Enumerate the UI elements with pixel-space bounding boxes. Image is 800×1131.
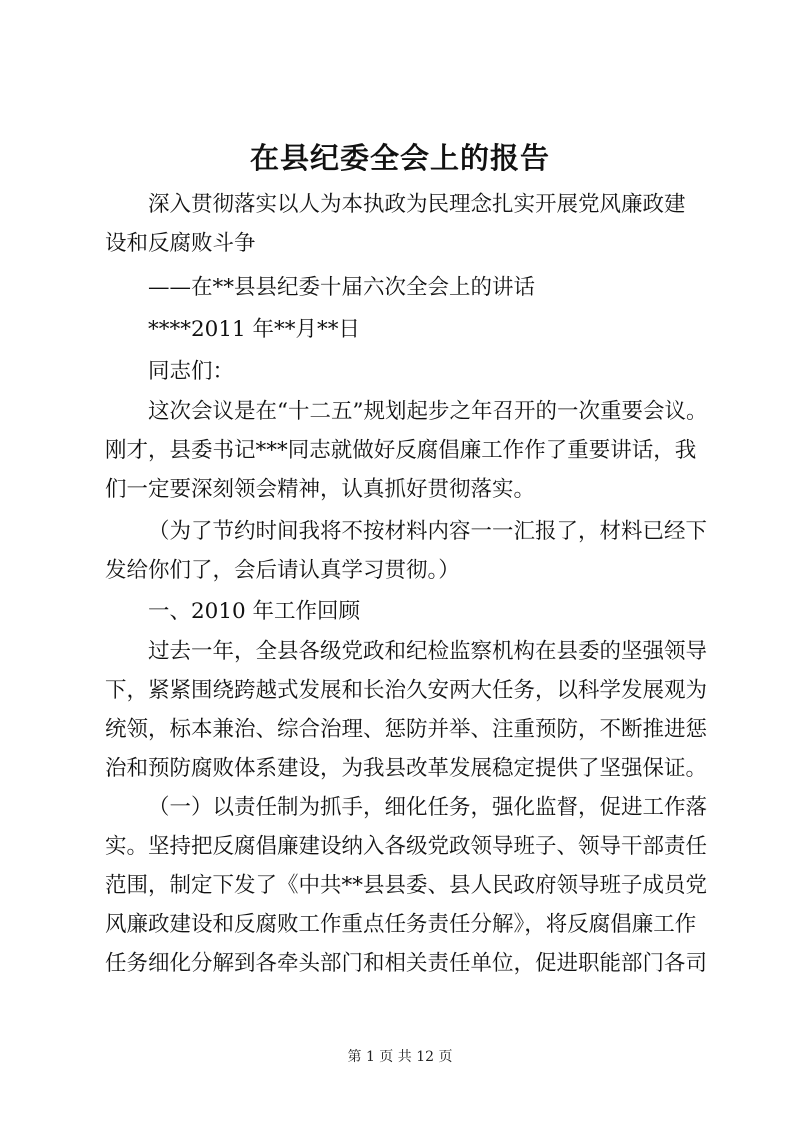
speech-line: ——在**县县纪委十届六次全会上的讲话	[148, 275, 536, 300]
salutation: 同志们：	[148, 359, 235, 384]
paragraph-4-line-3: 范围，制定下发了《中共**县县委、县人民政府领导班子成员党	[105, 873, 708, 898]
document-title: 在县纪委全会上的报告	[249, 141, 550, 175]
paragraph-2-line-2: 发给你们了，会后请认真学习贯彻。）	[105, 558, 460, 583]
paragraph-4-line-5: 任务细化分解到各牵头部门和相关责任单位，促进职能部门各司	[105, 951, 708, 976]
subtitle-paragraph	[105, 185, 701, 263]
section-1-heading-block	[105, 592, 701, 631]
paragraph-1-line-1: 这次会议是在“十二五”规划起步之年召开的一次重要会议。	[148, 399, 708, 424]
paragraph-4-line-1: （一）以责任制为抓手，细化任务，强化监督，促进工作落	[148, 795, 708, 820]
page-indicator: 第 1 页 共 12 页	[347, 1049, 453, 1065]
date-line: ****2011 年**月**日	[148, 317, 361, 342]
paragraph-2	[105, 512, 708, 590]
speech-info	[105, 268, 701, 307]
section-1-heading: 一、2010 年工作回顾	[148, 599, 361, 624]
paragraph-4-line-4: 风廉政建设和反腐败工作重点任务责任分解》，将反腐倡廉工作	[105, 912, 697, 937]
subtitle-line-2: 设和反腐败斗争	[105, 231, 256, 256]
paragraph-3-line-4: 治和预防腐败体系建设，为我县改革发展稳定提供了坚强保证。	[105, 756, 708, 781]
paragraph-1-line-3: 们一定要深刻领会精神，认真抓好贯彻落实。	[105, 477, 536, 502]
paragraph-4	[105, 788, 708, 983]
paragraph-4-line-2: 实。坚持把反腐倡廉建设纳入各级党政领导班子、领导干部责任	[105, 834, 708, 859]
page-footer	[0, 1047, 800, 1067]
paragraph-3	[105, 632, 708, 788]
paragraph-3-line-2: 下，紧紧围绕跨越式发展和长治久安两大任务，以科学发展观为	[105, 678, 708, 703]
paragraph-1	[105, 392, 708, 509]
date-block	[105, 310, 701, 349]
paragraph-2-line-1: （为了节约时间我将不按材料内容一一汇报了，材料已经下	[148, 519, 708, 544]
subtitle-line-1: 深入贯彻落实以人为本执政为民理念扎实开展党风廉政建	[148, 192, 686, 217]
paragraph-1-line-2: 刚才，县委书记***同志就做好反腐倡廉工作作了重要讲话，我	[105, 438, 697, 463]
paragraph-3-line-3: 统领，标本兼治、综合治理、惩防并举、注重预防，不断推进惩	[105, 717, 708, 742]
salutation-block	[105, 352, 701, 391]
paragraph-3-line-1: 过去一年，全县各级党政和纪检监察机构在县委的坚强领导	[148, 639, 708, 664]
